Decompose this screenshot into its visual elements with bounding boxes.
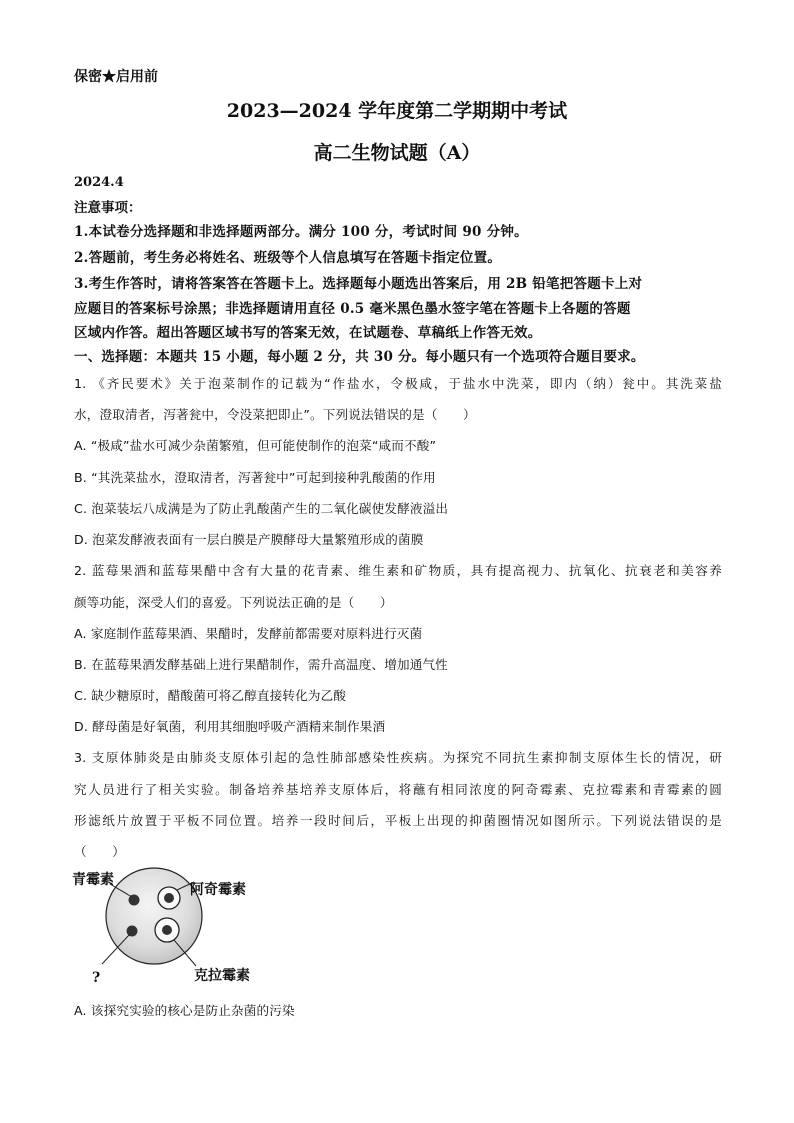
q2-option-c: C. 缺少糖原时，醋酸菌可将乙醇直接转化为乙酸 xyxy=(74,688,347,703)
q3-stem-line-3: 形滤纸片放置于平板不同位置。培养一段时间后，平板上出现的抑菌圈情况如图所示。下列说法错误的是 xyxy=(74,813,722,828)
notice-item-3-line-3: 区域内作答。超出答题区域书写的答案无效，在试题卷、草稿纸上作答无效。 xyxy=(74,325,542,341)
q2-option-d: D. 酵母菌是好氧菌，利用其细胞呼吸产酒精来制作果酒 xyxy=(74,719,386,734)
q1-option-b: B. “其洗菜盐水，澄取清者，泻著瓮中”可起到接种乳酸菌的作用 xyxy=(74,470,436,485)
azithromycin-disc xyxy=(164,893,174,903)
section-heading: 一、选择题：本题共 15 小题，每小题 2 分，共 30 分。每小题只有一个选项符合题目要求。 xyxy=(74,349,645,365)
notice-item-3-line-1: 3.考生作答时，请将答案答在答题卡上。选择题每小题选出答案后，用 2B 铅笔把答题卡上对 xyxy=(74,276,643,292)
notice-heading: 注意事项： xyxy=(74,200,142,216)
q1-option-c: C. 泡菜装坛八成满是为了防止乳酸菌产生的二氧化碳使发酵液溢出 xyxy=(74,501,449,516)
label-clarithromycin: 克拉霉素 xyxy=(194,968,250,984)
petri-dish-figure xyxy=(70,866,290,986)
q1-option-d: D. 泡菜发酵液表面有一层白膜是产膜酵母大量繁殖形成的菌膜 xyxy=(74,532,424,547)
notice-item-3-line-2: 应题目的答案标号涂黑；非选择题请用直径 0.5 毫米黑色墨水签字笔在答题卡上各题的答题 xyxy=(74,301,631,317)
petri-dish xyxy=(106,868,202,964)
exam-subtitle: 高二生物试题（A） xyxy=(313,142,481,164)
confidential-mark: 保密★启用前 xyxy=(74,69,158,85)
q3-stem-line-2: 究人员进行了相关实验。制备培养基培养支原体后，将蘸有相同浓度的阿奇霉素、克拉霉素和青霉素的圆 xyxy=(74,782,722,797)
q1-stem-line-2: 水，澄取清者，泻著瓮中，令没菜把即止”。下列说法错误的是（ ） xyxy=(74,407,476,422)
notice-item-1: 1.本试卷分选择题和非选择题两部分。满分 100 分，考试时间 90 分钟。 xyxy=(74,224,528,240)
q3-option-a: A. 该探究实验的核心是防止杂菌的污染 xyxy=(74,1003,295,1018)
label-penicillin: 青霉素 xyxy=(72,872,114,888)
q3-stem-line-4: （ ） xyxy=(74,844,125,859)
exam-title: 2023—2024 学年度第二学期期中考试 xyxy=(226,100,568,122)
clarithromycin-disc xyxy=(162,925,172,935)
q2-stem-line-2: 颜等功能，深受人们的喜爱。下列说法正确的是（ ） xyxy=(74,595,393,610)
q2-option-b: B. 在蓝莓果酒发酵基础上进行果醋制作，需升高温度、增加通气性 xyxy=(74,657,448,672)
q3-stem-line-1: 3. 支原体肺炎是由肺炎支原体引起的急性肺部感染性疾病。为探究不同抗生素抑制支原体生长的情况，研 xyxy=(74,750,722,765)
exam-date: 2024.4 xyxy=(74,175,124,190)
q1-stem-line-1: 1. 《齐民要术》关于泡菜制作的记载为“作盐水，令极咸，于盐水中洗菜，即内（纳）瓮中。其洗菜盐 xyxy=(74,376,722,391)
unknown-disc xyxy=(127,926,138,937)
q2-option-a: A. 家庭制作蓝莓果酒、果醋时，发酵前都需要对原料进行灭菌 xyxy=(74,626,423,641)
q2-stem-line-1: 2. 蓝莓果酒和蓝莓果醋中含有大量的花青素、维生素和矿物质，具有提高视力、抗氧化、抗衰老和美容养 xyxy=(74,563,722,578)
label-azithromycin: 阿奇霉素 xyxy=(190,882,246,898)
notice-item-2: 2.答题前，考生务必将姓名、班级等个人信息填写在答题卡指定位置。 xyxy=(74,250,502,266)
label-unknown: ? xyxy=(92,970,101,986)
q1-option-a: A. “极咸”盐水可减少杂菌繁殖，但可能使制作的泡菜“咸而不酸” xyxy=(74,438,437,453)
